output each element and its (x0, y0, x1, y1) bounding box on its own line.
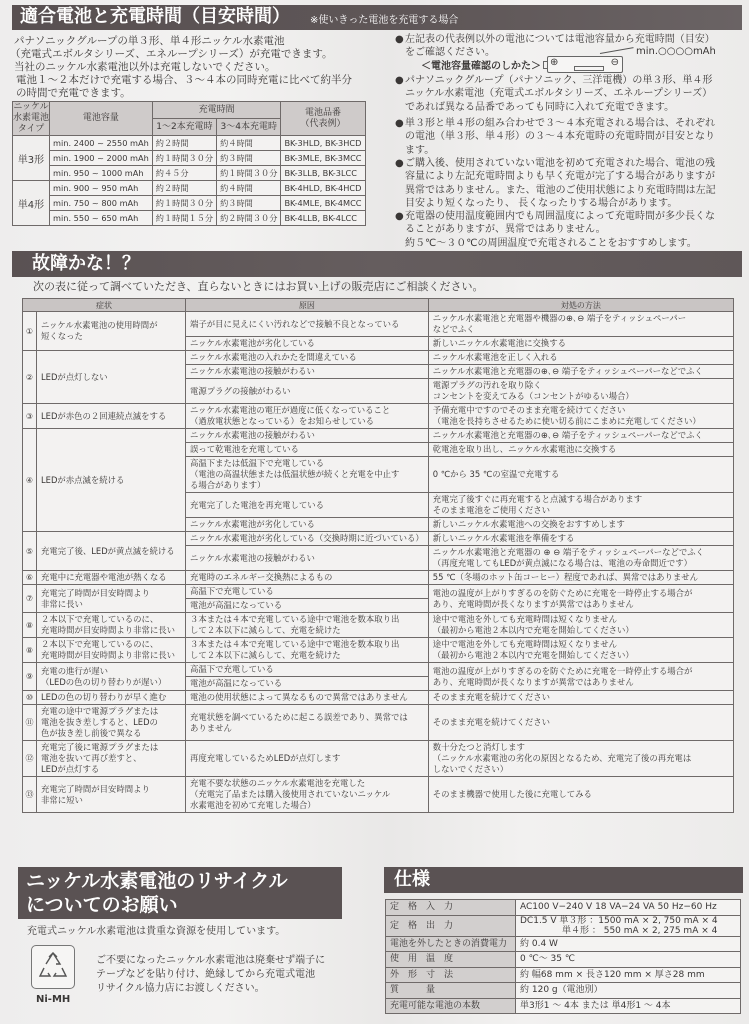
table-row (23, 429, 734, 443)
header-type: ニッケル 水素電池 タイプ (13, 102, 50, 134)
section-title: 適合電池と充電時間（目安時間） (20, 6, 290, 27)
spec-row (386, 967, 741, 983)
symptom-cell: 充電の途中で電源プラグまたは 電池を抜き差しすると、LEDの 色が抜き差し前後で異なる (37, 705, 186, 741)
compatibility-table (12, 101, 366, 226)
intro-line: 電池１～２本だけで充電する場合、３～４本の同時充電に比べて約半分 (16, 74, 352, 86)
section-header-spec (384, 867, 743, 893)
row-number: ⑤ (23, 532, 37, 571)
cause-cell: 誤って乾電池を充電している (186, 443, 429, 457)
battery-nub (543, 61, 547, 69)
remedy-cell: 新しいニッケル水素電池への交換をおすすめします (428, 518, 733, 532)
recycle-body-line: ご不要になったニッケル水素電池は廃棄せず端子に (96, 955, 326, 966)
spec-value: AC100 V−240 V 18 VA−24 VA 50 Hz−60 Hz (516, 900, 741, 916)
note-bullet: ● ご購入後、使用されていない電池を初めて充電された場合、電池の残 容量により左記充電時間よりも早く充電が完了する場合がありますが 異常ではありません。また、電池のご使用状態により充電時間は左記 目安より短くなったり、 長くなったりする場合があります。 (395, 158, 716, 209)
table-row (23, 571, 734, 585)
remedy-cell: 途中で電池を外しても充電時間は短くなりません （最初から電池２本以内で充電を開始してください） (428, 613, 733, 638)
label-box (574, 66, 604, 71)
symptom-cell: 充電中に充電器や電池が熱くなる (37, 571, 186, 585)
symptom-cell: 充電完了時間が目安時間より 非常に長い (37, 585, 186, 613)
section-title: 故障かな！？ (32, 253, 140, 274)
remedy-cell: 55 ℃（冬場のホット缶コーヒー）程度であれば、異常ではありません (428, 571, 733, 585)
row-number: ⑨ (23, 663, 37, 691)
table-row (23, 532, 734, 546)
section-header-troubleshooting (12, 251, 742, 277)
plus-terminal-icon: ⊕ (550, 57, 559, 68)
table-row: min. 550 ~ 650 mAh 約１時間１５分 約２時間３０分 BK-4LLB, BK-4LCC (13, 211, 366, 226)
capacity-check-label: ＜電池容量確認のしかた＞ (421, 61, 541, 72)
cause-cell: 充電状態を調べているために起こる誤差であり、異常では ありません (186, 705, 429, 741)
symptom-cell: 充電完了時間が目安時間より 非常に短い (37, 777, 186, 813)
symptom-cell: LEDが赤点滅を続ける (37, 429, 186, 532)
table-row (23, 741, 734, 777)
cause-cell: ニッケル水素電池の接触がわるい (186, 429, 429, 443)
header-symptom: 症状 (23, 299, 186, 312)
cause-cell: ニッケル水素電池の接触がわるい (186, 365, 429, 379)
spec-label: 定 格 出 力 (386, 915, 516, 936)
cause-cell: ニッケル水素電池の接触がわるい (186, 546, 429, 571)
remedy-cell: 充電完了後すぐに再充電すると点滅する場合があります そのまま電池をご使用ください (428, 493, 733, 518)
type-aa: 単3形 (13, 136, 50, 181)
spec-value: 単3形1 ～ 4本 または 単4形1 ～ 4本 (516, 998, 741, 1014)
spec-row (386, 952, 741, 968)
type-aaa: 単4形 (13, 181, 50, 226)
spec-row (386, 900, 741, 916)
cause-cell: ニッケル水素電池が劣化している（交換時期に近づいている） (186, 532, 429, 546)
battery-diagram (547, 56, 623, 73)
spec-value: 0 ℃～ 35 ℃ (516, 952, 741, 968)
spec-label: 外 形 寸 法 (386, 967, 516, 983)
table-row: 単3形 min. 2400 ~ 2550 mAh 約２時間 約４時間 BK-3HLD, BK-3HCD (13, 136, 366, 151)
row-number: ⑧ (23, 638, 37, 663)
remedy-cell: 数十分たつと消灯します （ニッケル水素電池の劣化の原因となるため、充電完了後の再充電は しないでください） (428, 741, 733, 777)
cause-cell: ニッケル水素電池の電圧が過度に低くなっていること （過放電状態となっている）をお知らせしている (186, 404, 429, 429)
header-model: 電池品番 （代表例） (281, 102, 365, 136)
spec-row (386, 915, 741, 936)
cause-cell: 電源プラグの接触がわるい (186, 379, 429, 404)
table-row: min. 750 ~ 800 mAh 約１時間３０分 約３時間 BK-4MLE, BK-4MCC (13, 196, 366, 211)
table-row (23, 404, 734, 429)
remedy-cell: 途中で電池を外しても充電時間は短くなりません （最初から電池２本以内で充電を開始してください） (428, 638, 733, 663)
remedy-cell: 電源プラグの汚れを取り除く コンセントを変えてみる（コンセントがゆるい場合） (428, 379, 733, 404)
troubleshoot-intro: 次の表に従って調べていただき、直らないときにはお買い上げの販売店にご相談ください。 (33, 280, 484, 293)
cause-cell: 充電完了した電池を再充電している (186, 493, 429, 518)
minus-terminal-icon: ⊖ (610, 57, 619, 68)
row-number: ⑧ (23, 613, 37, 638)
remedy-cell: 新しいニッケル水素電池を準備をする (428, 532, 733, 546)
note-bullet: ● 左記表の代表例以外の電池については電池容量から充電時間（目安） をご確認ください。 (395, 34, 715, 59)
symptom-cell: ニッケル水素電池の使用時間が 短くなった (37, 312, 186, 351)
spec-label: 電池を外したときの消費電力 (386, 936, 516, 952)
remedy-cell: そのまま充電を続けてください (428, 705, 733, 741)
recycle-body-line: リサイクル協力店にお渡しください。 (96, 983, 265, 994)
cause-cell: ニッケル水素電池が劣化している (186, 518, 429, 532)
header-3-4: 3〜4本充電時 (217, 119, 281, 136)
section-header-recycle (18, 867, 342, 919)
recycle-mark (31, 945, 75, 989)
cause-cell: ニッケル水素電池が劣化している (186, 337, 429, 351)
symptom-cell: LEDの色の切り替わりが早く進む (37, 691, 186, 705)
table-row: min. 950 ~ 1000 mAh 約４５分 約１時間３０分 BK-3LLB, BK-3LCC (13, 166, 366, 181)
row-number: ④ (23, 429, 37, 532)
row-number: ⑪ (23, 705, 37, 741)
cause-cell: 電池が高温になっている (186, 677, 429, 691)
spec-label: 充電可能な電池の本数 (386, 998, 516, 1014)
recycle-icon (32, 946, 74, 988)
remedy-cell: ニッケル水素電池を正しく入れる (428, 351, 733, 365)
remedy-cell: ニッケル水素電池と充電器の⊕､⊖ 端子をティッシュペーパーなどでふく (428, 429, 733, 443)
spec-value: 約 0.4 W (516, 936, 741, 952)
symptom-cell: 充電の進行が遅い （LEDの色の切り替わりが遅い） (37, 663, 186, 691)
header-charge-time: 充電時間 (152, 102, 281, 119)
spec-row (386, 983, 741, 999)
spec-label: 使 用 温 度 (386, 952, 516, 968)
intro-line: （充電式エボルタシリーズ、エネループシリーズ）が充電できます。 (10, 48, 333, 60)
cause-cell: 再度充電しているためLEDが点灯します (186, 741, 429, 777)
row-number: ③ (23, 404, 37, 429)
remedy-cell: 予備充電中ですのでそのまま充電を続けてください （電池を長持ちさせるために使い切る前にこまめに充電してください） (428, 404, 733, 429)
section-title-line2: についてのお願い (26, 894, 178, 916)
table-row (23, 312, 734, 337)
cause-cell: 高温下で充電している (186, 663, 429, 677)
header-remedy: 対処の方法 (428, 299, 733, 312)
note-bullet: ● 充電器の使用温度範囲内でも周囲温度によって充電時間が多少長くな ることがありますが、異常ではありません。 約５℃～３０℃の周囲温度で充電されることをおすすめします。 (395, 211, 715, 249)
recycle-body-line: テープなどを貼り付け、絶縁してから充電式電池 (96, 969, 316, 980)
cause-cell: 電池の使用状態によって異なるもので異常ではありません (186, 691, 429, 705)
symptom-cell: ２本以下で充電しているのに、 充電時間が目安時間より非常に長い (37, 638, 186, 663)
table-row (23, 613, 734, 638)
cause-cell: 充電不要な状態のニッケル水素電池を充電した （充電完了品または購入後使用されていないニッケル 水素電池を初めて充電した場合） (186, 777, 429, 813)
nimh-label: Ni-MH (36, 994, 71, 1005)
cause-cell: 充電時のエネルギー交換熱によるもの (186, 571, 429, 585)
remedy-cell: 電池の温度が上がりすぎるのを防ぐために充電を一時停止する場合が あり、充電時間が長くなりますが異常ではありません (428, 585, 733, 613)
intro-line: パナソニックグループの単３形、単４形ニッケル水素電池 (14, 35, 285, 47)
remedy-cell: 電池の温度が上がりすぎるのを防ぐために充電を一時停止する場合が あり、充電時間が長くなりますが異常ではありません (428, 663, 733, 691)
header-1-2: 1〜2本充電時 (152, 119, 216, 136)
row-number: ⑬ (23, 777, 37, 813)
note-bullet: ● 単３形と単４形の組み合わせで３～４本充電される場合は、それぞれ の電池（単３形、単４形）の３～４本充電時の充電時間が目安となり ます。 (395, 118, 715, 156)
header-cause: 原因 (186, 299, 429, 312)
header-capacity: 電池容量 (50, 102, 153, 136)
symptom-cell: ２本以下で充電しているのに、 充電時間が目安時間より非常に長い (37, 613, 186, 638)
spec-value: DC1.5 V 単３形 ：1500 mA × 2, 750 mA × 4 単４形 ： 550 mA × 2, 275 mA × 4 (516, 915, 741, 936)
cause-cell: ３本または４本で充電している途中で電池を数本取り出 して２本以下に減らして、充電を続けた (186, 613, 429, 638)
remedy-cell: そのまま充電を続けてください (428, 691, 733, 705)
remedy-cell: 新しいニッケル水素電池に交換する (428, 337, 733, 351)
section-note: ※使いきった電池を充電する場合 (310, 15, 459, 26)
intro-line: の時間で充電できます。 (16, 87, 131, 99)
battery-capacity-label: min.○○○○mAh (636, 46, 716, 57)
note-bullet: ● パナソニックグループ（パナソニック、三洋電機）の単３形、単４形 ニッケル水素電池（充電式エボルタシリーズ、エネループシリーズ） であれば異なる品番であっても同時に入れて充電できます。 (395, 75, 713, 113)
row-number: ① (23, 312, 37, 351)
spec-label: 定 格 入 力 (386, 900, 516, 916)
symptom-cell: LEDが赤色の２回連続点滅をする (37, 404, 186, 429)
table-row: min. 1900 ~ 2000 mAh 約１時間３０分 約３時間 BK-3MLE, BK-3MCC (13, 151, 366, 166)
table-row (23, 705, 734, 741)
cause-cell: ニッケル水素電池の入れかたを間違えている (186, 351, 429, 365)
cause-cell: 高温下または低温下で充電している （電池の高温状態または低温状態が続くと充電を中止す る場合があります） (186, 457, 429, 493)
cause-cell: 電池が高温になっている (186, 599, 429, 613)
row-number: ② (23, 351, 37, 404)
row-number: ⑦ (23, 585, 37, 613)
remedy-cell: ニッケル水素電池と充電器の ⊕ ⊖ 端子をティッシュペーパーなどでふく （再度充電してもLEDが黄点滅になる場合は、電池の寿命間近です） (428, 546, 733, 571)
row-number: ⑩ (23, 691, 37, 705)
section-header-compatible-batteries (12, 5, 742, 30)
table-row (23, 663, 734, 677)
remedy-cell: ニッケル水素電池と充電器の⊕､⊖ 端子をティッシュペーパーなどでふく (428, 365, 733, 379)
section-title: 仕様 (394, 869, 430, 890)
spec-row (386, 998, 741, 1014)
table-row (23, 638, 734, 663)
table-row: 単4形 min. 900 ~ 950 mAh 約２時間 約４時間 BK-4HLD, BK-4HCD (13, 181, 366, 196)
symptom-cell: 充電完了後、LEDが黄点滅を続ける (37, 532, 186, 571)
row-number: ⑫ (23, 741, 37, 777)
intro-line: 当社のニッケル水素電池以外は充電しないでください。 (14, 61, 276, 73)
cause-cell: 端子が目に見えにくい汚れなどで接触不良となっている (186, 312, 429, 337)
remedy-cell: そのまま機器で使用した後に充電してみる (428, 777, 733, 813)
recycle-intro: 充電式ニッケル水素電池は貴重な資源を使用しています。 (27, 926, 286, 937)
table-row (23, 691, 734, 705)
symptom-cell: LEDが点灯しない (37, 351, 186, 404)
troubleshooting-table (22, 298, 734, 813)
remedy-cell: ニッケル水素電池と充電器や機器の⊕､⊖ 端子をティッシュペーパー などでふく (428, 312, 733, 337)
spec-label: 質 量 (386, 983, 516, 999)
table-row (23, 351, 734, 365)
remedy-cell: 乾電池を取り出し、ニッケル水素電池に交換する (428, 443, 733, 457)
row-number: ⑥ (23, 571, 37, 585)
spec-value: 約 120 g（電池別） (516, 983, 741, 999)
spec-table (385, 899, 741, 1014)
table-row (23, 585, 734, 599)
spec-value: 約 幅68 mm × 長さ120 mm × 厚さ28 mm (516, 967, 741, 983)
remedy-cell: 0 ℃から 35 ℃の室温で充電する (428, 457, 733, 493)
cause-cell: 高温下で充電している (186, 585, 429, 599)
section-title-line1: ニッケル水素電池のリサイクル (26, 870, 288, 892)
table-row (23, 777, 734, 813)
cause-cell: ３本または４本で充電している途中で電池を数本取り出 して２本以下に減らして、充電を続けた (186, 638, 429, 663)
spec-row (386, 936, 741, 952)
symptom-cell: 充電完了後に電源プラグまたは 電池を抜いて再び差すと、 LEDが点灯する (37, 741, 186, 777)
